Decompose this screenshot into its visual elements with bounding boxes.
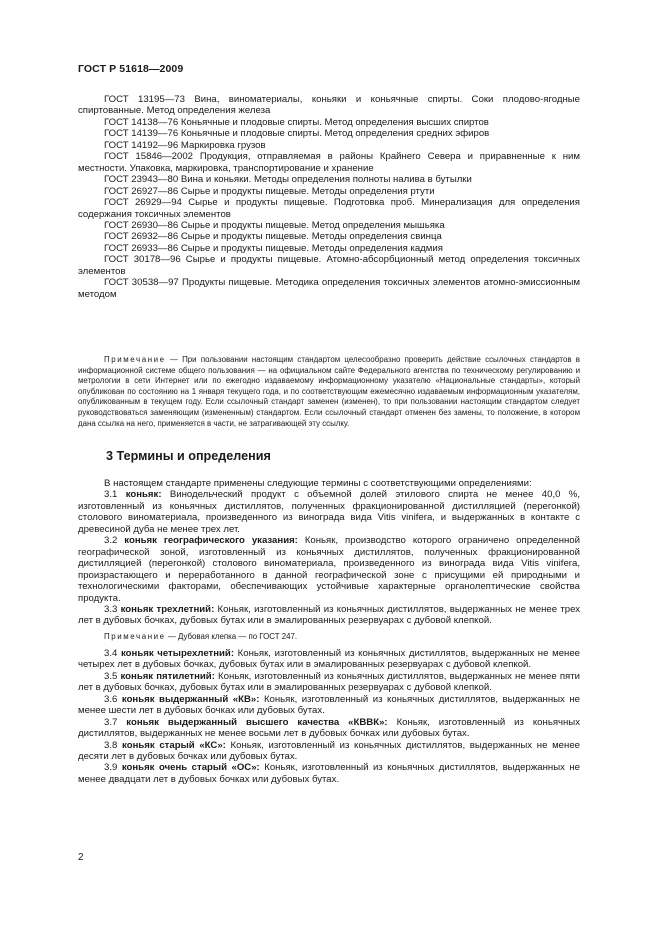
term-entry <box>78 762 580 785</box>
term-name: коньяк: <box>125 489 162 501</box>
term-definition: Коньяк, изготовленный из коньячных дистиллятов, выдержанных не менее восьми лет в дубовых бочках или дубовых бутах. <box>78 716 581 740</box>
reference-item: ГОСТ 14192—96 Маркировка грузов <box>104 139 266 151</box>
term-number: 3.2 <box>104 535 118 547</box>
term-number: 3.1 <box>104 489 118 501</box>
terms-intro: В настоящем стандарте применены следующие термины с соответствующими определениями: <box>104 478 532 489</box>
term-definition: Коньяк, изготовленный из коньячных дистиллятов, выдержанных не менее четырех лет в дубовых бочках, дубовых бутах или в эмалированных резервуарах с дубовой клепкой. <box>78 647 580 671</box>
normative-references-list <box>78 94 580 300</box>
term-definition: Коньяк, изготовленный из коньячных дистиллятов, выдержанных не менее десяти лет в дубовых бочках или дубовых бутах. <box>78 739 580 762</box>
term-entry <box>78 717 580 740</box>
term-number: 3.3 <box>104 603 118 615</box>
reference-item: ГОСТ 13195—73 Вина, виноматериалы, коньяки и коньячные спирты. Соки плодово-ягодные спиртованные. Метод определения железа <box>78 94 580 117</box>
term-entry <box>78 535 580 604</box>
term-entry <box>78 671 580 694</box>
note-text: — Дубовая клепка — по ГОСТ 247. <box>165 631 298 641</box>
reference-item: ГОСТ 15846—2002 Продукция, отправляемая в районы Крайнего Севера и приравненные к ним местности. Упаковка, маркировка, транспортирование и хранение <box>78 151 580 174</box>
term-number: 3.7 <box>104 716 118 728</box>
page-number: 2 <box>78 852 84 863</box>
term-name: коньяк географического указания: <box>124 535 298 547</box>
term-number: 3.5 <box>104 670 118 682</box>
term-name: коньяк очень старый «ОС»: <box>121 762 260 774</box>
reference-item: ГОСТ 14138—76 Коньячные и плодовые спирты. Метод определения высших спиртов <box>104 116 489 128</box>
term-name: коньяк выдержанный высшего качества «КВВК»: <box>126 716 388 728</box>
note-paragraph <box>78 355 580 429</box>
reference-item: ГОСТ 30178—96 Сырье и продукты пищевые. Атомно-абсорбционный метод определения токсичных элементов <box>78 254 580 277</box>
term-entry <box>78 648 580 671</box>
term-number: 3.6 <box>104 693 118 705</box>
term-number: 3.8 <box>104 739 118 751</box>
reference-item: ГОСТ 23943—80 Вина и коньяки. Методы определения полноты налива в бутылки <box>104 174 472 186</box>
term-note <box>78 631 580 642</box>
reference-item: ГОСТ 26929—94 Сырье и продукты пищевые. Подготовка проб. Минерализация для определения содержания токсичных элементов <box>78 197 580 220</box>
reference-item: ГОСТ 26933—86 Сырье и продукты пищевые. Методы определения кадмия <box>104 242 443 254</box>
note-label: Примечание <box>104 355 166 364</box>
reference-item: ГОСТ 30538—97 Продукты пищевые. Методика определения токсичных элементов атомно-эмиссионным методом <box>78 277 580 300</box>
term-definition: Винодельческий продукт с объемной долей этилового спирта не менее 40,0 %, изготовленный из коньячных дистиллятов, полученных фракционированной дистилляцией (перегонкой) столового виноматериала, произведенного из винограда вида Vitis vinifera, и выдержанных в контакте с древесиной дуба не менее трех лет. <box>78 489 580 535</box>
term-definition: Коньяк, изготовленный из коньячных дистиллятов, выдержанных не менее двадцати лет в дубовых бочках или дубовых бутах. <box>78 762 581 785</box>
terms-list <box>78 478 580 785</box>
document-header: ГОСТ Р 51618—2009 <box>78 63 184 75</box>
term-number: 3.4 <box>104 647 118 659</box>
section-heading: 3 Термины и определения <box>106 449 271 463</box>
term-name: коньяк выдержанный «КВ»: <box>121 693 260 705</box>
reference-item: ГОСТ 26932—86 Сырье и продукты пищевые. Методы определения свинца <box>104 231 442 243</box>
term-entry <box>78 489 580 535</box>
reference-item: ГОСТ 26927—86 Сырье и продукты пищевые. Методы определения ртути <box>104 185 435 197</box>
term-entry <box>78 740 580 763</box>
reference-item: ГОСТ 14139—76 Коньячные и плодовые спирты. Метод определения средних эфиров <box>104 128 490 140</box>
term-entry <box>78 694 580 717</box>
term-entry <box>78 604 580 627</box>
term-name: коньяк старый «КС»: <box>122 739 226 751</box>
term-number: 3.9 <box>104 762 118 774</box>
references-note <box>78 355 580 429</box>
term-name: коньяк трехлетний: <box>120 603 215 615</box>
note-label: Примечание <box>104 631 166 641</box>
reference-item: ГОСТ 26930—86 Сырье и продукты пищевые. Метод определения мышьяка <box>104 219 445 231</box>
term-definition: Коньяк, изготовленный из коньячных дистиллятов, выдержанных не менее шести лет в дубовых бочках или дубовых бутах. <box>78 693 580 717</box>
term-definition: Коньяк, изготовленный из коньячных дистиллятов, выдержанных не менее трех лет в дубовых бочках, дубовых бутах или в эмалированных резервуарах с дубовой клепкой. <box>78 603 580 627</box>
term-name: коньяк пятилетний: <box>120 670 215 682</box>
note-text: — При пользовании настоящим стандартом целесообразно проверить действие ссылочных стандартов в информационной системе общего пользования — на официальном сайте Федерального агентства по техническому регулированию и метрологии в сети Интернет или по ежегодно издаваемому информационному указателю «Национальные стандарты», который опубликован по состоянию на 1 января текущего года, и по соответствующим ежемесячно издаваемым информационным указателям, опубликованным в текущем году. Если ссылочный стандарт заменен (изменен), то при пользовании настоящим стандартом следует руководствоваться заменяющим (измененным) стандартом. Если ссылочный стандарт отменен без замены, то положение, в котором дана ссылка на него, применяется в части, не затрагивающей эту ссылку. <box>78 355 580 428</box>
term-definition: Коньяк, производство которого ограничено определенной географической зоной, изготовленный из коньячных дистиллятов, полученных фракционированной дистилляцией (перегонкой) столового виноматериала, произведенного из винограда вида Vitis vinifera, произрастающего и переработанного в данной географической зоне с присущими ей природными и технологическими факторами, обеспечивающих устойчивые характерные органолептические свойства продукта. <box>78 535 580 604</box>
term-definition: Коньяк, изготовленный из коньячных дистиллятов, выдержанных не менее пяти лет в дубовых бочках, дубовых бутах или в эмалированных резервуарах с дубовой клепкой. <box>78 670 580 694</box>
term-name: коньяк четырехлетний: <box>121 647 235 659</box>
